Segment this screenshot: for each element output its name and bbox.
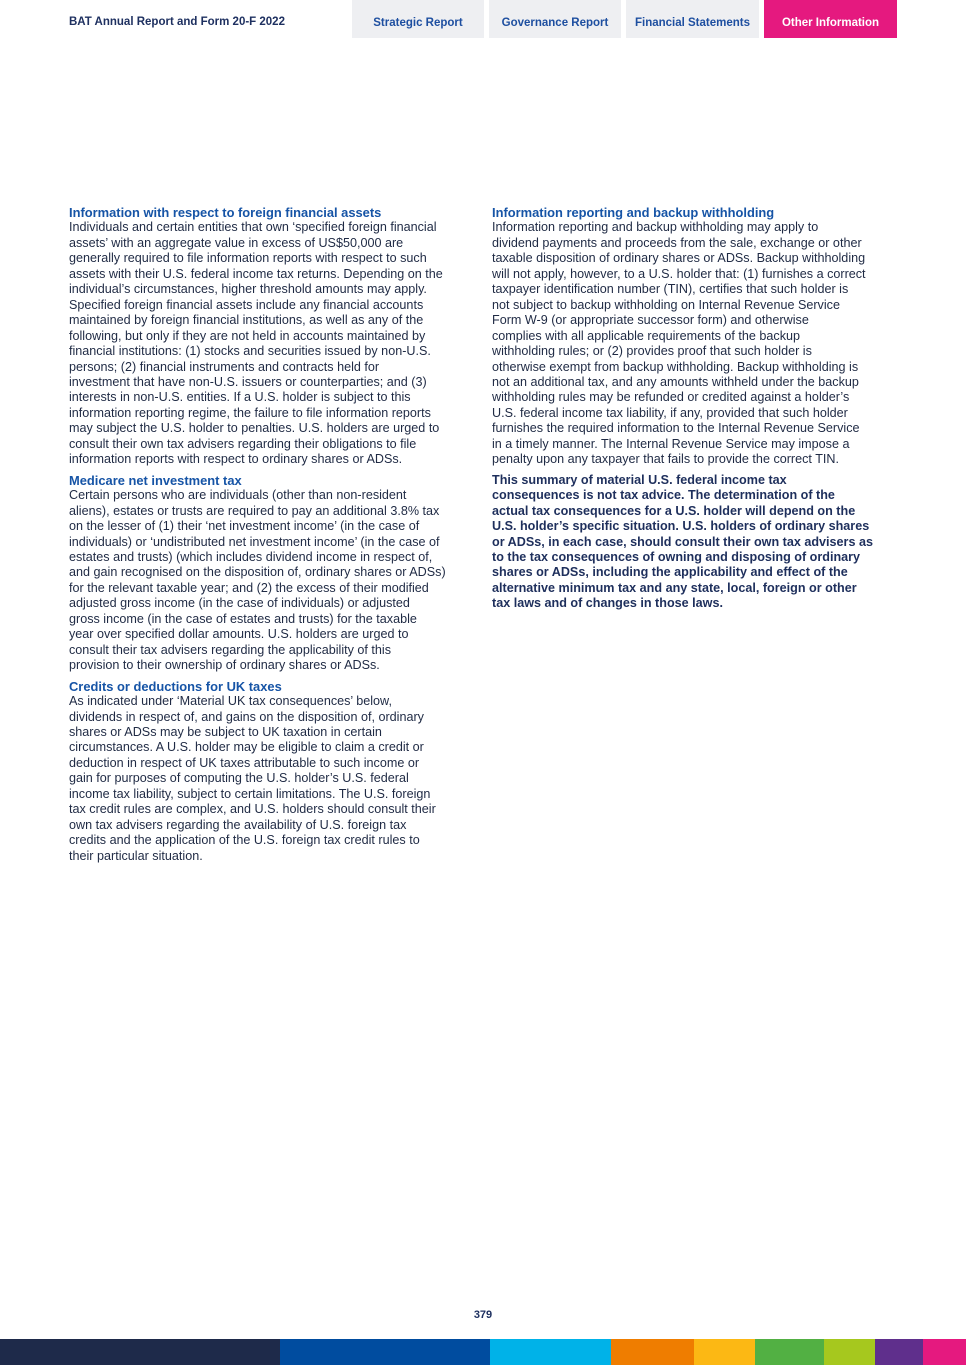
color-bar-segment-blue [280,1339,490,1365]
footer-color-bar [0,1339,966,1365]
color-bar-segment-green [755,1339,824,1365]
section-information-reporting-backup-withholding [492,205,898,468]
section-body: Individuals and certain entities that own ‘specified foreign financial assets’ with an aggregate value in excess of US$50,000 are generally required to file information reports with respect to such assets with their U.S. federal income tax returns. Depending on the individual’s circumstances, higher threshold amounts may apply. Specified foreign financial assets include any financial accounts maintained by foreign financial institutions, as well as any of the following, but only if they are not held in accounts maintained by financial institutions: (1) stocks and securities issued by non-U.S. persons; (2) financial instruments and contracts held for investment that have non-U.S. issuers or counterparties; and (3) interests in non-U.S. entities. If a U.S. holder is subject to this information reporting regime, the failure to file information reports may subject the U.S. holder to penalties. U.S. holders are urged to consult their own tax advisers regarding their obligations to file information reports with respect to ordinary shares or ADSs. [69,220,443,467]
section-medicare-net-investment-tax [69,473,479,674]
tab-strategic-report[interactable]: Strategic Report [352,0,484,38]
section-body: Information reporting and backup withholding may apply to dividend payments and proceeds from the sale, exchange or other taxable disposition of ordinary shares or ADSs. Backup withholding will not apply, however, to a U.S. holder that: (1) furnishes a correct taxpayer identification number (TIN), certifies that such holder is not subject to backup withholding on Internal Revenue Service Form W-9 (or appropriate successor form) and otherwise complies with all applicable requirements of the backup withholding rules; or (2) provides proof that such holder is otherwise exempt from backup withholding. Backup withholding is not an additional tax, and any amounts withheld under the backup withholding rules may be refunded or credited against a holder’s U.S. federal income tax liability, if any, provided that such holder furnishes the required information to the Internal Revenue Service in a timely manner. The Internal Revenue Service may impose a penalty upon any taxpayer that fails to provide the correct TIN. [492,220,866,467]
section-heading: Medicare net investment tax [69,472,242,488]
section-foreign-financial-assets [69,205,479,468]
tax-advice-disclaimer: This summary of material U.S. federal income tax consequences is not tax advice. The determination of the actual tax consequences for a U.S. holder will depend on the U.S. holder’s specific situation. U.S. holders of ordinary shares or ADSs, in each case, should consult their own tax advisers as to the tax consequences of owning and disposing of ordinary shares or ADSs, including the applicability and effect of the alternative minimum tax and any state, local, foreign or other tax laws and of changes in those laws. [492,472,873,611]
color-bar-segment-navy [0,1339,280,1365]
left-column [69,205,479,869]
tab-financial-statements[interactable]: Financial Statements [626,0,759,38]
page-header [0,0,966,38]
color-bar-segment-yellow [694,1339,755,1365]
page-number: 379 [473,1309,493,1321]
document-title: BAT Annual Report and Form 20-F 2022 [69,16,285,28]
tab-governance-report[interactable]: Governance Report [489,0,621,38]
section-heading: Information with respect to foreign financial assets [69,205,382,220]
right-column [492,205,898,612]
section-heading: Information reporting and backup withholding [492,205,775,220]
tab-other-information[interactable]: Other Information [764,0,897,38]
section-body: As indicated under ‘Material UK tax consequences’ below, dividends in respect of, and gains on the disposition of, ordinary shares or ADSs may be subject to UK taxation in certain circumstances. A U.S. holder may be eligible to claim a credit or deduction in respect of UK taxes attributable to such income or gain for purposes of computing the U.S. holder’s U.S. federal income tax liability, subject to certain limitations. The U.S. foreign tax credit rules are complex, and U.S. holders should consult their own tax advisers regarding the availability of U.S. foreign tax credits and the application of the U.S. foreign tax credit rules to their particular situation. [69,694,436,863]
section-body: Certain persons who are individuals (other than non-resident aliens), estates or trusts are required to pay an additional 3.8% tax on the lesser of (1) their ‘net investment income’ (in the case of individuals) or ‘undistributed net investment income’ (in the case of estates and trusts) (which includes dividend income in respect of, and gain recognised on the disposition of, ordinary shares or ADSs) for the relevant taxable year; and (2) the excess of their modified adjusted gross income (in the case of individuals) or adjusted gross income (in the case of estates and trusts) for the taxable year over specified dollar amounts. U.S. holders are urged to consult their tax advisers regarding the applicability of this provision to their ownership of ordinary shares or ADSs. [69,488,446,673]
section-heading: Credits or deductions for UK taxes [69,678,282,694]
color-bar-segment-lime [824,1339,875,1365]
color-bar-segment-magenta [923,1339,966,1365]
section-credits-deductions-uk-taxes [69,679,479,864]
color-bar-segment-orange [611,1339,694,1365]
color-bar-segment-cyan [490,1339,611,1365]
color-bar-segment-purple [875,1339,923,1365]
